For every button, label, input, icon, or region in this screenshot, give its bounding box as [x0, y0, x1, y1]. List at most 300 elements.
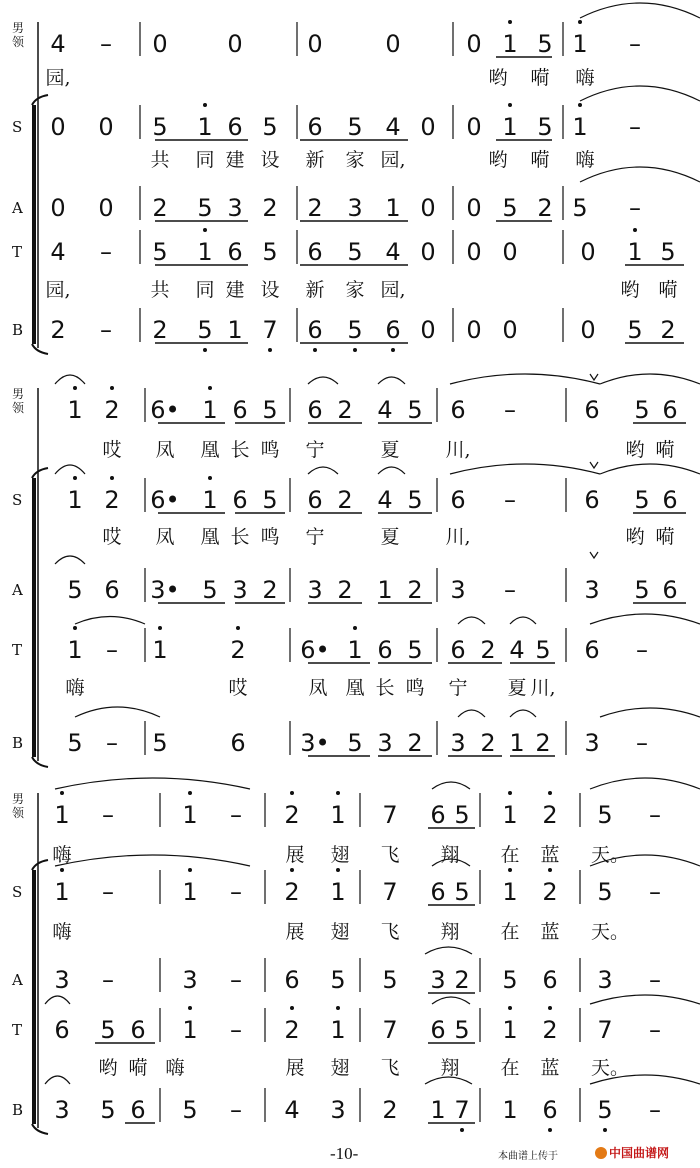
lyric-syllable: 嗨 — [575, 67, 595, 89]
note: 5 — [634, 396, 650, 424]
note: 5 — [152, 729, 168, 757]
note: 6 — [542, 966, 558, 994]
lyric-syllable: 新 — [305, 279, 325, 301]
lyric-syllable: 园, — [380, 279, 406, 301]
note: – — [504, 576, 516, 604]
note: 5 — [347, 729, 363, 757]
lyric-syllable: 宁 — [305, 439, 325, 461]
note: 6 — [584, 396, 600, 424]
octave-dot-low — [548, 1128, 552, 1132]
note: 4 — [509, 636, 525, 664]
note: 6 — [307, 113, 323, 141]
note: 3 — [430, 966, 446, 994]
octave-dot-high — [188, 791, 192, 795]
lyric-syllable: 园, — [45, 279, 71, 301]
note: – — [636, 636, 648, 664]
note: 5 — [535, 636, 551, 664]
note: 5 — [100, 1016, 116, 1044]
note: 5 — [634, 486, 650, 514]
slur — [580, 3, 700, 18]
note: – — [230, 878, 242, 906]
bracket-hook — [32, 468, 48, 478]
lyric-syllable: 嗬 — [530, 67, 550, 89]
voice-label-b: B — [12, 1101, 24, 1119]
note: – — [230, 966, 242, 994]
note: – — [649, 1016, 661, 1044]
bracket-hook — [32, 757, 48, 767]
slur — [600, 374, 700, 384]
note: 3 — [227, 194, 243, 222]
note: 2 — [284, 1016, 300, 1044]
note: 4 — [377, 396, 393, 424]
note: 5 — [597, 801, 613, 829]
lyric-syllable: 设 — [260, 149, 280, 171]
octave-dot-high — [203, 228, 207, 232]
note: 5 — [262, 486, 278, 514]
voice-label-s: S — [12, 118, 23, 136]
lyric-syllable: 翔 — [440, 1057, 460, 1079]
lyric-syllable: 飞 — [380, 921, 400, 943]
note: 5 — [197, 316, 213, 344]
lyric-syllable: 飞 — [380, 1057, 400, 1079]
note: – — [636, 729, 648, 757]
note: 6 — [450, 396, 466, 424]
octave-dot-low — [353, 348, 357, 352]
octave-dot-high — [60, 791, 64, 795]
note: 5 — [347, 238, 363, 266]
note: 1 — [377, 576, 393, 604]
lyric-syllable: 嗨 — [65, 677, 85, 699]
note: 5 — [347, 316, 363, 344]
slur — [55, 375, 85, 384]
note: 6 — [307, 396, 323, 424]
lyric-syllable: 家 — [345, 149, 365, 171]
note: – — [649, 966, 661, 994]
lyric-syllable: 夏 — [507, 677, 527, 699]
lyric-syllable: 鸣 — [260, 439, 280, 461]
slur — [55, 465, 85, 474]
note: 6 — [450, 636, 466, 664]
note: 2 — [660, 316, 676, 344]
note: 3 — [307, 576, 323, 604]
lyric-syllable: 哟 — [625, 439, 645, 461]
octave-dot-high — [336, 1006, 340, 1010]
note: 2 — [284, 801, 300, 829]
note: 2 — [542, 1016, 558, 1044]
octave-dot-high — [73, 476, 77, 480]
note: 1 — [330, 801, 346, 829]
note: 1 — [152, 636, 168, 664]
octave-dot-high — [353, 626, 357, 630]
note: 0 — [420, 194, 436, 222]
lyric-syllable: 飞 — [380, 844, 400, 866]
note: 1 — [572, 113, 588, 141]
note: 5 — [597, 878, 613, 906]
note: 0 — [466, 316, 482, 344]
slur — [432, 997, 470, 1004]
note: – — [100, 316, 112, 344]
lyric-syllable: 翔 — [440, 844, 460, 866]
note: 0 — [420, 238, 436, 266]
note: 0 — [466, 238, 482, 266]
voice-label-male-lead: 领 — [12, 806, 25, 820]
lyric-syllable: 蓝 — [540, 1057, 560, 1079]
note: 5 — [634, 576, 650, 604]
note: 5 — [67, 729, 83, 757]
slur — [450, 464, 600, 474]
octave-dot-high — [208, 386, 212, 390]
note: 3 — [330, 1096, 346, 1124]
slur — [510, 710, 536, 717]
lyric-syllable: 在 — [500, 1057, 520, 1079]
lyric-syllable: 凤 — [308, 677, 328, 699]
octave-dot-high — [508, 103, 512, 107]
page-footer — [0, 1144, 700, 1168]
note: 0 — [420, 316, 436, 344]
note: 2 — [542, 801, 558, 829]
note: 2 — [337, 576, 353, 604]
note: 3 — [584, 576, 600, 604]
note: 1 — [54, 878, 70, 906]
voice-label-s: S — [12, 883, 23, 901]
note: 3 — [377, 729, 393, 757]
note: 6 — [307, 486, 323, 514]
note: 0 — [307, 30, 323, 58]
note: 5 — [627, 316, 643, 344]
note: 0 — [50, 194, 66, 222]
note: 1 — [182, 801, 198, 829]
slur — [75, 617, 145, 625]
slur — [378, 467, 405, 474]
lyric-syllable: 凰 — [345, 677, 365, 699]
note: 7 — [597, 1016, 613, 1044]
note: – — [649, 1096, 661, 1124]
octave-dot-high — [578, 103, 582, 107]
lyric-syllable: 天。 — [590, 844, 630, 866]
octave-dot-low — [203, 348, 207, 352]
note: 7 — [382, 878, 398, 906]
note: 3 — [347, 194, 363, 222]
note: 5 — [382, 966, 398, 994]
voice-label-male-lead: 领 — [12, 35, 25, 49]
note: 2 — [480, 729, 496, 757]
lyric-syllable: 凰 — [200, 439, 220, 461]
lyric-syllable: 共 — [150, 279, 170, 301]
note: 2 — [337, 396, 353, 424]
lyric-syllable: 嗬 — [655, 526, 675, 548]
lyric-syllable: 天。 — [590, 1057, 630, 1079]
note: 4 — [377, 486, 393, 514]
slur — [590, 614, 700, 624]
lyric-syllable: 凤 — [155, 439, 175, 461]
note: 2 — [50, 316, 66, 344]
note: 5 — [100, 1096, 116, 1124]
note: 1 — [182, 878, 198, 906]
note: 0 — [502, 316, 518, 344]
note: 2 — [480, 636, 496, 664]
note: 5 — [330, 966, 346, 994]
octave-dot-high — [290, 791, 294, 795]
note: 1 — [385, 194, 401, 222]
slur — [75, 707, 160, 717]
note: 0 — [98, 194, 114, 222]
note: – — [629, 30, 641, 58]
choir-bracket — [32, 870, 36, 1124]
octave-dot-high — [508, 791, 512, 795]
octave-dot-high — [73, 386, 77, 390]
note: 1 — [502, 30, 518, 58]
voice-label-a: A — [12, 971, 23, 989]
lyric-syllable: 嗨 — [575, 149, 595, 171]
octave-dot-high — [548, 868, 552, 872]
note: 1 — [197, 113, 213, 141]
score-system — [32, 778, 700, 1134]
note: 6 — [230, 729, 246, 757]
note: 6 — [232, 396, 248, 424]
slur — [45, 996, 70, 1004]
note: 7 — [454, 1096, 470, 1124]
note: 2 — [152, 194, 168, 222]
breath-mark — [590, 462, 598, 468]
lyric-syllable: 嗨 — [52, 844, 72, 866]
slur — [600, 708, 700, 717]
note: 0 — [466, 30, 482, 58]
voice-label-a: A — [12, 581, 23, 599]
note: 2 — [337, 486, 353, 514]
slur — [458, 617, 485, 624]
lyric-syllable: 哎 — [102, 526, 122, 548]
site-logo — [595, 1144, 669, 1161]
note: 4 — [50, 238, 66, 266]
slur — [580, 167, 700, 182]
lyric-syllable: 哎 — [102, 439, 122, 461]
note: 4 — [385, 113, 401, 141]
note: – — [649, 878, 661, 906]
note: 5 — [454, 878, 470, 906]
note: – — [100, 238, 112, 266]
note: 1 — [502, 113, 518, 141]
slur — [55, 556, 85, 564]
lyric-syllable: 建 — [225, 279, 245, 301]
note: 1 — [430, 1096, 446, 1124]
note: 2 — [262, 576, 278, 604]
note: 0 — [580, 238, 596, 266]
note: 2 — [454, 966, 470, 994]
voice-label-a: A — [12, 199, 23, 217]
lyric-syllable: 哎 — [228, 677, 248, 699]
octave-dot-high — [110, 386, 114, 390]
lyric-syllable: 嗨 — [52, 921, 72, 943]
lyric-syllable: 园, — [45, 67, 71, 89]
note: 7 — [262, 316, 278, 344]
note: 4 — [385, 238, 401, 266]
note: 1 — [54, 801, 70, 829]
octave-dot-high — [203, 103, 207, 107]
note: 3 — [232, 576, 248, 604]
slur — [580, 86, 700, 101]
logo-icon — [595, 1147, 607, 1159]
note: 6 — [662, 396, 678, 424]
octave-dot-low — [391, 348, 395, 352]
bracket-hook — [32, 95, 48, 105]
lyric-syllable: 哟 — [625, 526, 645, 548]
lyric-syllable: 展 — [285, 1057, 305, 1079]
note: 6• — [300, 636, 330, 664]
voice-label-b: B — [12, 734, 24, 752]
upload-notice: 本曲谱上传于 — [498, 1151, 558, 1162]
note: 6 — [307, 316, 323, 344]
score-system — [32, 374, 700, 767]
note: 5 — [537, 113, 553, 141]
note: 0 — [420, 113, 436, 141]
note: 2 — [104, 486, 120, 514]
note: 5 — [537, 30, 553, 58]
note: 2 — [152, 316, 168, 344]
lyric-syllable: 同 — [195, 149, 215, 171]
note: 5 — [502, 966, 518, 994]
octave-dot-high — [208, 476, 212, 480]
note: – — [102, 878, 114, 906]
note: 0 — [502, 238, 518, 266]
lyric-syllable: 在 — [500, 921, 520, 943]
note: – — [649, 801, 661, 829]
note: 1 — [182, 1016, 198, 1044]
score-sheet — [11, 3, 700, 1134]
lyric-syllable: 在 — [500, 844, 520, 866]
octave-dot-high — [336, 868, 340, 872]
lyric-syllable: 同 — [195, 279, 215, 301]
note: – — [504, 486, 516, 514]
lyric-syllable: 嗬 — [128, 1057, 148, 1079]
note: 1 — [502, 878, 518, 906]
note: – — [102, 966, 114, 994]
octave-dot-low — [313, 348, 317, 352]
bracket-hook — [32, 344, 48, 354]
note: 6 — [284, 966, 300, 994]
note: 6 — [584, 486, 600, 514]
note: 6 — [450, 486, 466, 514]
bracket-hook — [32, 1124, 48, 1134]
lyric-syllable: 翔 — [440, 921, 460, 943]
octave-dot-high — [188, 1006, 192, 1010]
note: 1 — [202, 396, 218, 424]
note: 4 — [50, 30, 66, 58]
note: 1 — [67, 636, 83, 664]
voice-label-male-lead: 男 — [12, 387, 25, 401]
note: 1 — [627, 238, 643, 266]
note: 6 — [377, 636, 393, 664]
note: – — [106, 636, 118, 664]
choir-bracket — [32, 105, 36, 344]
lyric-syllable: 嗬 — [658, 279, 678, 301]
note: 5 — [407, 486, 423, 514]
note: 5 — [454, 1016, 470, 1044]
note: 6 — [232, 486, 248, 514]
octave-dot-low — [603, 1128, 607, 1132]
lyric-syllable: 宁 — [448, 677, 468, 699]
slur — [510, 617, 536, 624]
note: 6 — [227, 238, 243, 266]
slur — [425, 947, 472, 954]
slur — [45, 1076, 70, 1084]
lyric-syllable: 川, — [445, 439, 471, 461]
octave-dot-high — [110, 476, 114, 480]
lyric-syllable: 展 — [285, 921, 305, 943]
choir-bracket — [32, 478, 36, 757]
lyric-syllable: 宁 — [305, 526, 325, 548]
note: 6 — [130, 1016, 146, 1044]
note: 3 — [54, 1096, 70, 1124]
slur — [450, 374, 600, 384]
note: 6 — [307, 238, 323, 266]
note: 5 — [152, 238, 168, 266]
note: – — [629, 113, 641, 141]
note: – — [106, 729, 118, 757]
voice-label-b: B — [12, 321, 24, 339]
note: 6 — [662, 486, 678, 514]
note: 3 — [182, 966, 198, 994]
note: 6 — [227, 113, 243, 141]
breath-mark — [590, 552, 598, 558]
lyric-syllable: 翅 — [330, 844, 350, 866]
note: – — [230, 1016, 242, 1044]
note: 6• — [150, 396, 180, 424]
lyric-syllable: 凰 — [200, 526, 220, 548]
octave-dot-high — [158, 626, 162, 630]
note: 0 — [466, 194, 482, 222]
note: 5 — [67, 576, 83, 604]
note: 1 — [197, 238, 213, 266]
note: 2 — [104, 396, 120, 424]
note: 0 — [152, 30, 168, 58]
note: 2 — [284, 878, 300, 906]
note: – — [100, 30, 112, 58]
slur — [432, 782, 470, 789]
lyric-syllable: 鸣 — [260, 526, 280, 548]
lyric-syllable: 凤 — [155, 526, 175, 548]
voice-label-male-lead: 男 — [12, 21, 25, 35]
voice-label-male-lead: 领 — [12, 401, 25, 415]
octave-dot-high — [290, 868, 294, 872]
note: – — [102, 801, 114, 829]
lyric-syllable: 嗨 — [165, 1057, 185, 1079]
slur — [308, 377, 338, 384]
slur — [458, 710, 485, 717]
note: 5 — [454, 801, 470, 829]
note: 2 — [307, 194, 323, 222]
lyric-syllable: 翅 — [330, 921, 350, 943]
octave-dot-high — [236, 626, 240, 630]
note: 1 — [347, 636, 363, 664]
lyric-syllable: 长 — [375, 677, 395, 699]
page-number: -10- — [330, 1144, 359, 1163]
slur — [600, 464, 700, 474]
lyric-syllable: 长 — [230, 439, 250, 461]
lyric-syllable: 蓝 — [540, 844, 560, 866]
lyric-syllable: 新 — [305, 149, 325, 171]
note: 2 — [262, 194, 278, 222]
note: 2 — [382, 1096, 398, 1124]
lyric-syllable: 哟 — [620, 279, 640, 301]
voice-label-t: T — [12, 1021, 23, 1039]
note: – — [230, 1096, 242, 1124]
note: 5 — [202, 576, 218, 604]
note: 5 — [197, 194, 213, 222]
voice-label-t: T — [12, 641, 23, 659]
note: 0 — [227, 30, 243, 58]
voice-label-male-lead: 男 — [12, 792, 25, 806]
breath-mark — [590, 374, 598, 380]
